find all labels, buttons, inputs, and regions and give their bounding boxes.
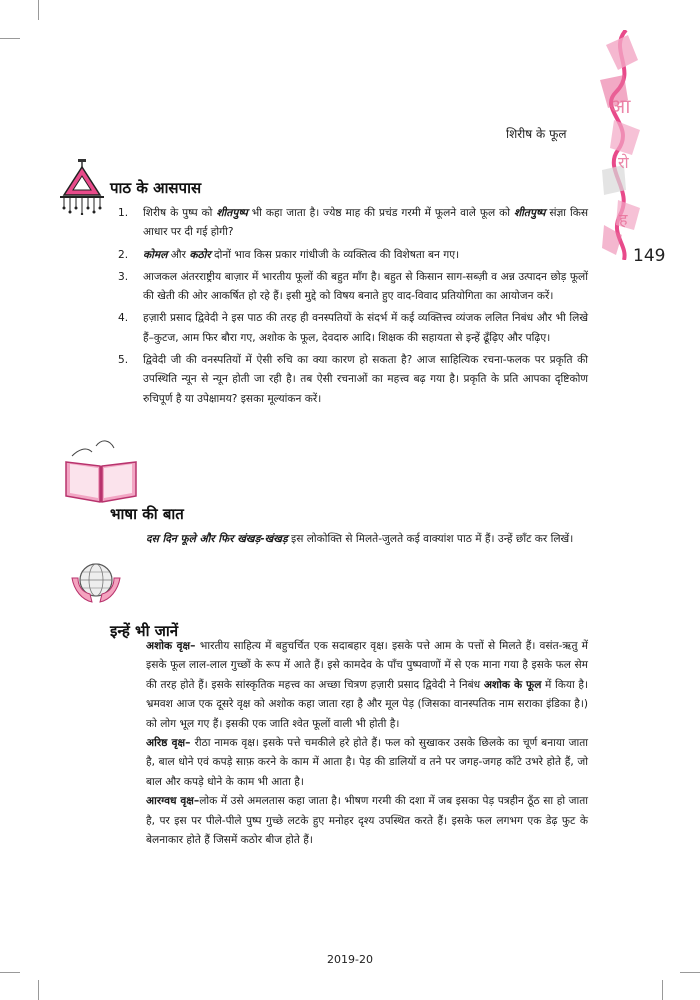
emphasized-text: कोमल (143, 248, 168, 261)
info-paragraph (146, 734, 588, 792)
lamp-triangle-icon (58, 159, 106, 215)
crop-mark (38, 980, 39, 1000)
question-number: 2. (118, 248, 129, 261)
text-run: भारतीय साहित्य में बहुचर्चित एक सदाबहार वृक्ष। इसके पत्ते आम के पत्तों से मिलते हैं। वसंत-ऋतु में इसके फूल लाल-लाल गुच्छों के रूप में आते हैं। इसे कामदेव के पाँच पुष्पवाणों में से एक माना गया है इसके फल सेम की तरह होते हैं। इसके सांस्कृतिक महत्त्व का अच्छा चित्रण हज़ारी प्रसाद द्विवेदी ने निबंध (146, 640, 588, 691)
ribbon-letter: ह (619, 210, 628, 229)
crop-mark (0, 972, 20, 973)
text-run: हज़ारी प्रसाद द्विवेदी ने इस पाठ की तरह ही वनस्पतियों के संदर्भ में कई व्यक्तित्त्व व्यंजक ललित निबंध और भी लिखे हैं–कुटज, आम फिर बौरा गए, अशोक के फूल, देवदारु आदि। शिक्षक की सहायता से इन्हें ढूँढ़िए और पढ़िए। (143, 312, 588, 344)
emphasized-text: शीतपुष्प (513, 207, 546, 219)
question-item (118, 204, 588, 243)
text-run: दोनों भाव किस प्रकार गांधीजी के व्यक्तित्व की विशेषता बन गए। (210, 248, 460, 261)
crop-mark (0, 38, 20, 39)
section-title-inhen-bhi-jaanen: इन्हें भी जानें (110, 622, 179, 640)
emphasized-text: अशोक के फूल (483, 678, 542, 691)
question-number: 5. (118, 354, 129, 367)
question-item (118, 268, 588, 307)
question-list (118, 204, 588, 412)
text-run: शिरीष के पुष्प को (143, 207, 217, 219)
crop-mark (680, 972, 700, 973)
question-item (118, 309, 588, 348)
text-run: भी कहा जाता है। ज्येष्ठ माह की प्रचंड गरमी में फूलने वाले फूल को (247, 207, 514, 219)
crop-mark (662, 980, 663, 1000)
info-paragraph (146, 637, 588, 734)
emphasized-text: अशोक वृक्ष– (146, 640, 200, 652)
globe-hands-icon (70, 560, 122, 606)
open-book-icon (64, 432, 138, 506)
text-run: संज्ञा किस आधार पर दी गई होगी? (143, 207, 588, 239)
emphasized-text: अरिष्ठ वृक्ष– (146, 737, 195, 750)
question-item (118, 246, 588, 265)
emphasized-text: कठोर (189, 248, 211, 261)
section-title-path-ke-aaspaas: पाठ के आसपास (110, 179, 202, 197)
text-run: में किया है। भ्रमवश आज एक दूसरे वृक्ष को अशोक कहा जाता रहा है और मूल पेड़ (जिसका वानस्पतिक नाम सराका इंडिका है।) को लोग भूल गए हैं। इसकी एक जाति श्वेत फूलों वाली भी होती है। (146, 678, 589, 730)
emphasized-text: आरग्वध वृक्ष– (146, 795, 200, 808)
text-run: आजकल अंतरराष्ट्रीय बाज़ार में भारतीय फूलों की बहुत माँग है। बहुत से किसान साग-सब्ज़ी व अन्न उत्पादन छोड़ फूलों की खेती की ओर आकर्षित हो रहे हैं। इसी मुद्दे को विषय बनाते हुए वाद-विवाद प्रतियोगिता का आयोजन करें। (143, 270, 588, 303)
question-item (118, 351, 588, 409)
crop-mark (38, 0, 39, 20)
ribbon-letter: रो (618, 153, 629, 172)
page-number: 149 (633, 246, 666, 266)
emphasized-text: दस दिन फूले और फिर खंखड़-खंखड़ (146, 533, 288, 545)
question-number: 3. (118, 270, 129, 283)
ribbon-letter: आ (610, 94, 631, 118)
page-footer-year: 2019-20 (327, 953, 373, 966)
running-head: शिरीष के फूल (506, 127, 567, 141)
question-number: 1. (118, 207, 129, 219)
text-run: और (167, 248, 190, 261)
info-paragraph (146, 792, 588, 850)
section-title-bhasha-ki-baat: भाषा की बात (110, 505, 184, 523)
inhen-bhi-jaanen-body (146, 637, 588, 850)
text-run: द्विवेदी जी की वनस्पतियों में ऐसी रुचि का क्या कारण हो सकता है? आज साहित्यिक रचना-फलक पर प्रकृति की उपस्थिति न्यून से न्यून होती जा रही है। तब ऐसी रचनाओं का महत्त्व बढ़ गया है। प्रकृति के प्रति आपका दृष्टिकोण रुचिपूर्ण है या उपेक्षामय? इसका मूल्यांकन करें। (143, 354, 588, 405)
emphasized-text: शीतपुष्प (216, 207, 248, 219)
question-number: 4. (118, 312, 129, 325)
bhasha-ki-baat-text (146, 530, 588, 549)
text-run: इस लोकोक्ति से मिलते-जुलते कई वाक्यांश पाठ में हैं। उन्हें छाँट कर लिखें। (287, 533, 574, 545)
text-run: लोक में उसे अमलतास कहा जाता है। भीषण गरमी की दशा में जब इसका पेड़ पत्रहीन ठूँठ सा हो जाता है, पर इस पर पीले-पीले पुष्प गुच्छे लटके हुए मनोहर दृश्य उपस्थित करते हैं। इसके फल लगभग एक डेढ़ फुट के बेलनाकार होते हैं जिसमें कठोर बीज होते हैं। (146, 795, 588, 847)
text-run: रीठा नामक वृक्ष। इसके पत्ते चमकीले हरे होते हैं। फल को सुखाकर उसके छिलके का चूर्ण बनाया जाता है, बाल धोने एवं कपड़े साफ़ करने के काम में आता है। पेड़ की डालियों व तने पर जगह-जगह काँटे उभरे होते हैं, जो बाल और कपड़े धोने के काम भी आता है। (146, 737, 588, 788)
